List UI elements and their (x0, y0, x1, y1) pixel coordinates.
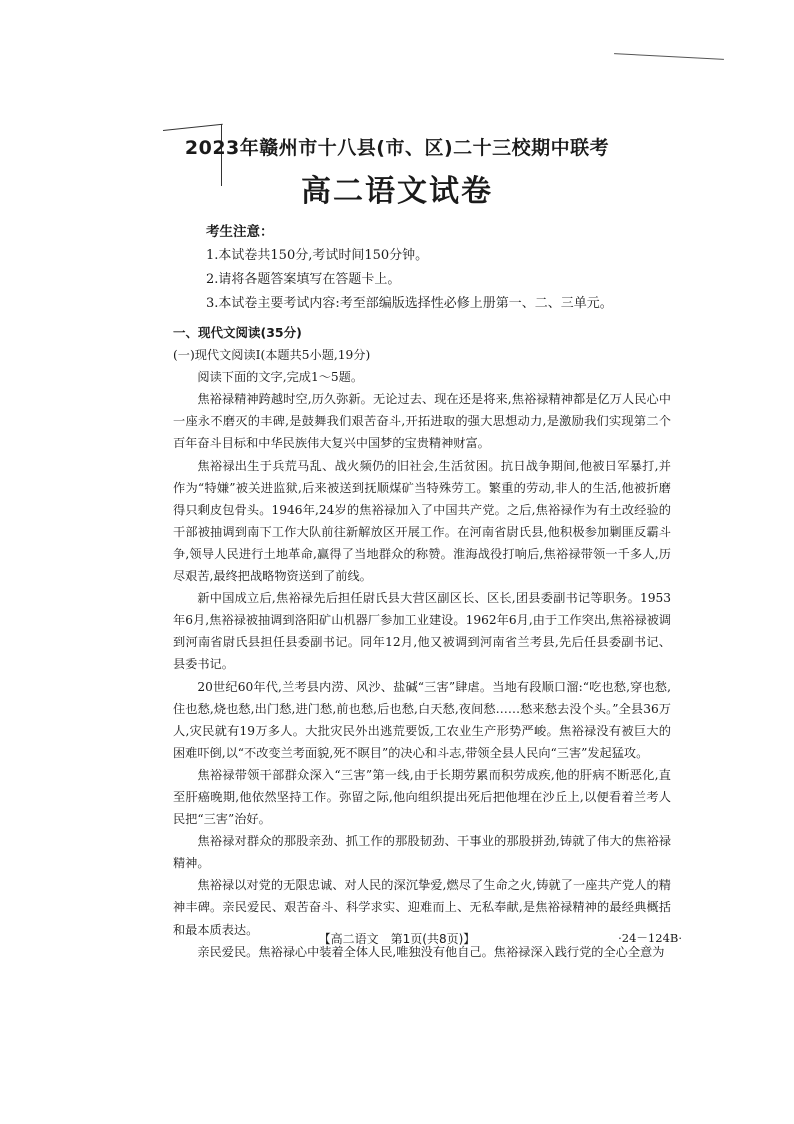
notice-block (206, 220, 726, 316)
section-heading: 一、现代文阅读(35分) (173, 325, 302, 340)
reading-instruction: 阅读下面的文字,完成1～5题。 (197, 370, 364, 385)
scan-artifact-line (614, 53, 724, 60)
passage-paragraph: 焦裕禄对群众的那股亲劲、抓工作的那股韧劲、干事业的那股拼劲,铸就了伟大的焦裕禄精神。 (173, 834, 671, 871)
page-footer-label: 【高二语文 第1页(共8页)】 (318, 932, 476, 946)
notice-heading: 考生注意： (206, 224, 274, 240)
reading-section (173, 322, 671, 963)
section-subheading: (一)现代文阅读Ⅰ(本题共5小题,19分) (173, 348, 371, 363)
exam-title-line2: 高二语文试卷 (301, 174, 493, 209)
passage-paragraph: 焦裕禄出生于兵荒马乱、战火频仍的旧社会,生活贫困。抗日战争期间,他被日军暴打,并作为“特嫌”被关进监狱,后来被送到抚顺煤矿当特殊劳工。繁重的劳动,非人的生活,他被折磨得只剩皮包骨头。1946年,24岁的焦裕禄加入了中国共产党。之后,焦裕禄作为有土改经验的干部被抽调到南下工作大队前往新解放区开展工作。在河南省尉氏县,他积极参加剿匪反霸斗争,领导人民进行土地革命,赢得了当地群众的称赞。淮海战役打响后,焦裕禄带领一千多人,历尽艰苦,最终把战略物资送到了前线。 (173, 458, 671, 584)
notice-item: 1.本试卷共150分,考试时间150分钟。 (206, 248, 429, 263)
notice-item: 3.本试卷主要考试内容:考至部编版选择性必修上册第一、二、三单元。 (206, 296, 613, 311)
passage-paragraph: 20世纪60年代,兰考县内涝、风沙、盐碱“三害”肆虐。当地有段顺口溜:“吃也愁,穿也愁,住也愁,烧也愁,出门愁,进门愁,前也愁,后也愁,白天愁,夜间愁……愁来愁去没个头。”全县36万人,灾民就有19万多人。大批灾民外出逃荒要饭,工农业生产形势严峻。焦裕禄没有被巨大的困难吓倒,以“不改变兰考面貌,死不瞑目”的决心和斗志,带领全县人民向“三害”发起猛攻。 (173, 679, 671, 760)
passage-paragraph: 焦裕禄带领干部群众深入“三害”第一线,由于长期劳累而积劳成疾,他的肝病不断恶化,直至肝癌晚期,他依然坚持工作。弥留之际,他向组织提出死后把他埋在沙丘上,以便看着兰考人民把“三害”治好。 (173, 767, 671, 827)
passage-paragraph: 新中国成立后,焦裕禄先后担任尉氏县大营区副区长、区长,团县委副书记等职务。1953年6月,焦裕禄被抽调到洛阳矿山机器厂参加工业建设。1962年6月,由于工作突出,焦裕禄被调到河南省尉氏县担任县委副书记。同年12月,他又被调到河南省兰考县,先后任县委副书记、县委书记。 (173, 591, 671, 672)
exam-title-line1: 2023年赣州市十八县(市、区)二十三校期中联考 (184, 137, 610, 159)
exam-code: ·24－124B· (618, 931, 682, 945)
notice-item: 2.请将各题答案填写在答题卡上。 (206, 272, 401, 287)
passage-paragraph: 焦裕禄以对党的无限忠诚、对人民的深沉挚爱,燃尽了生命之火,铸就了一座共产党人的精神丰碑。亲民爱民、艰苦奋斗、科学求实、迎难而上、无私奉献,是焦裕禄精神的最经典概括和最本质表达。 (173, 878, 671, 937)
passage-paragraph: 亲民爱民。焦裕禄心中装着全体人民,唯独没有他自己。焦裕禄深入践行党的全心全意为 (197, 944, 665, 959)
passage-paragraph: 焦裕禄精神跨越时空,历久弥新。无论过去、现在还是将来,焦裕禄精神都是亿万人民心中一座永不磨灭的丰碑,是鼓舞我们艰苦奋斗,开拓进取的强大思想动力,是激励我们实现第二个百年奋斗目标和中华民族伟大复兴中国梦的宝贵精神财富。 (173, 392, 671, 451)
